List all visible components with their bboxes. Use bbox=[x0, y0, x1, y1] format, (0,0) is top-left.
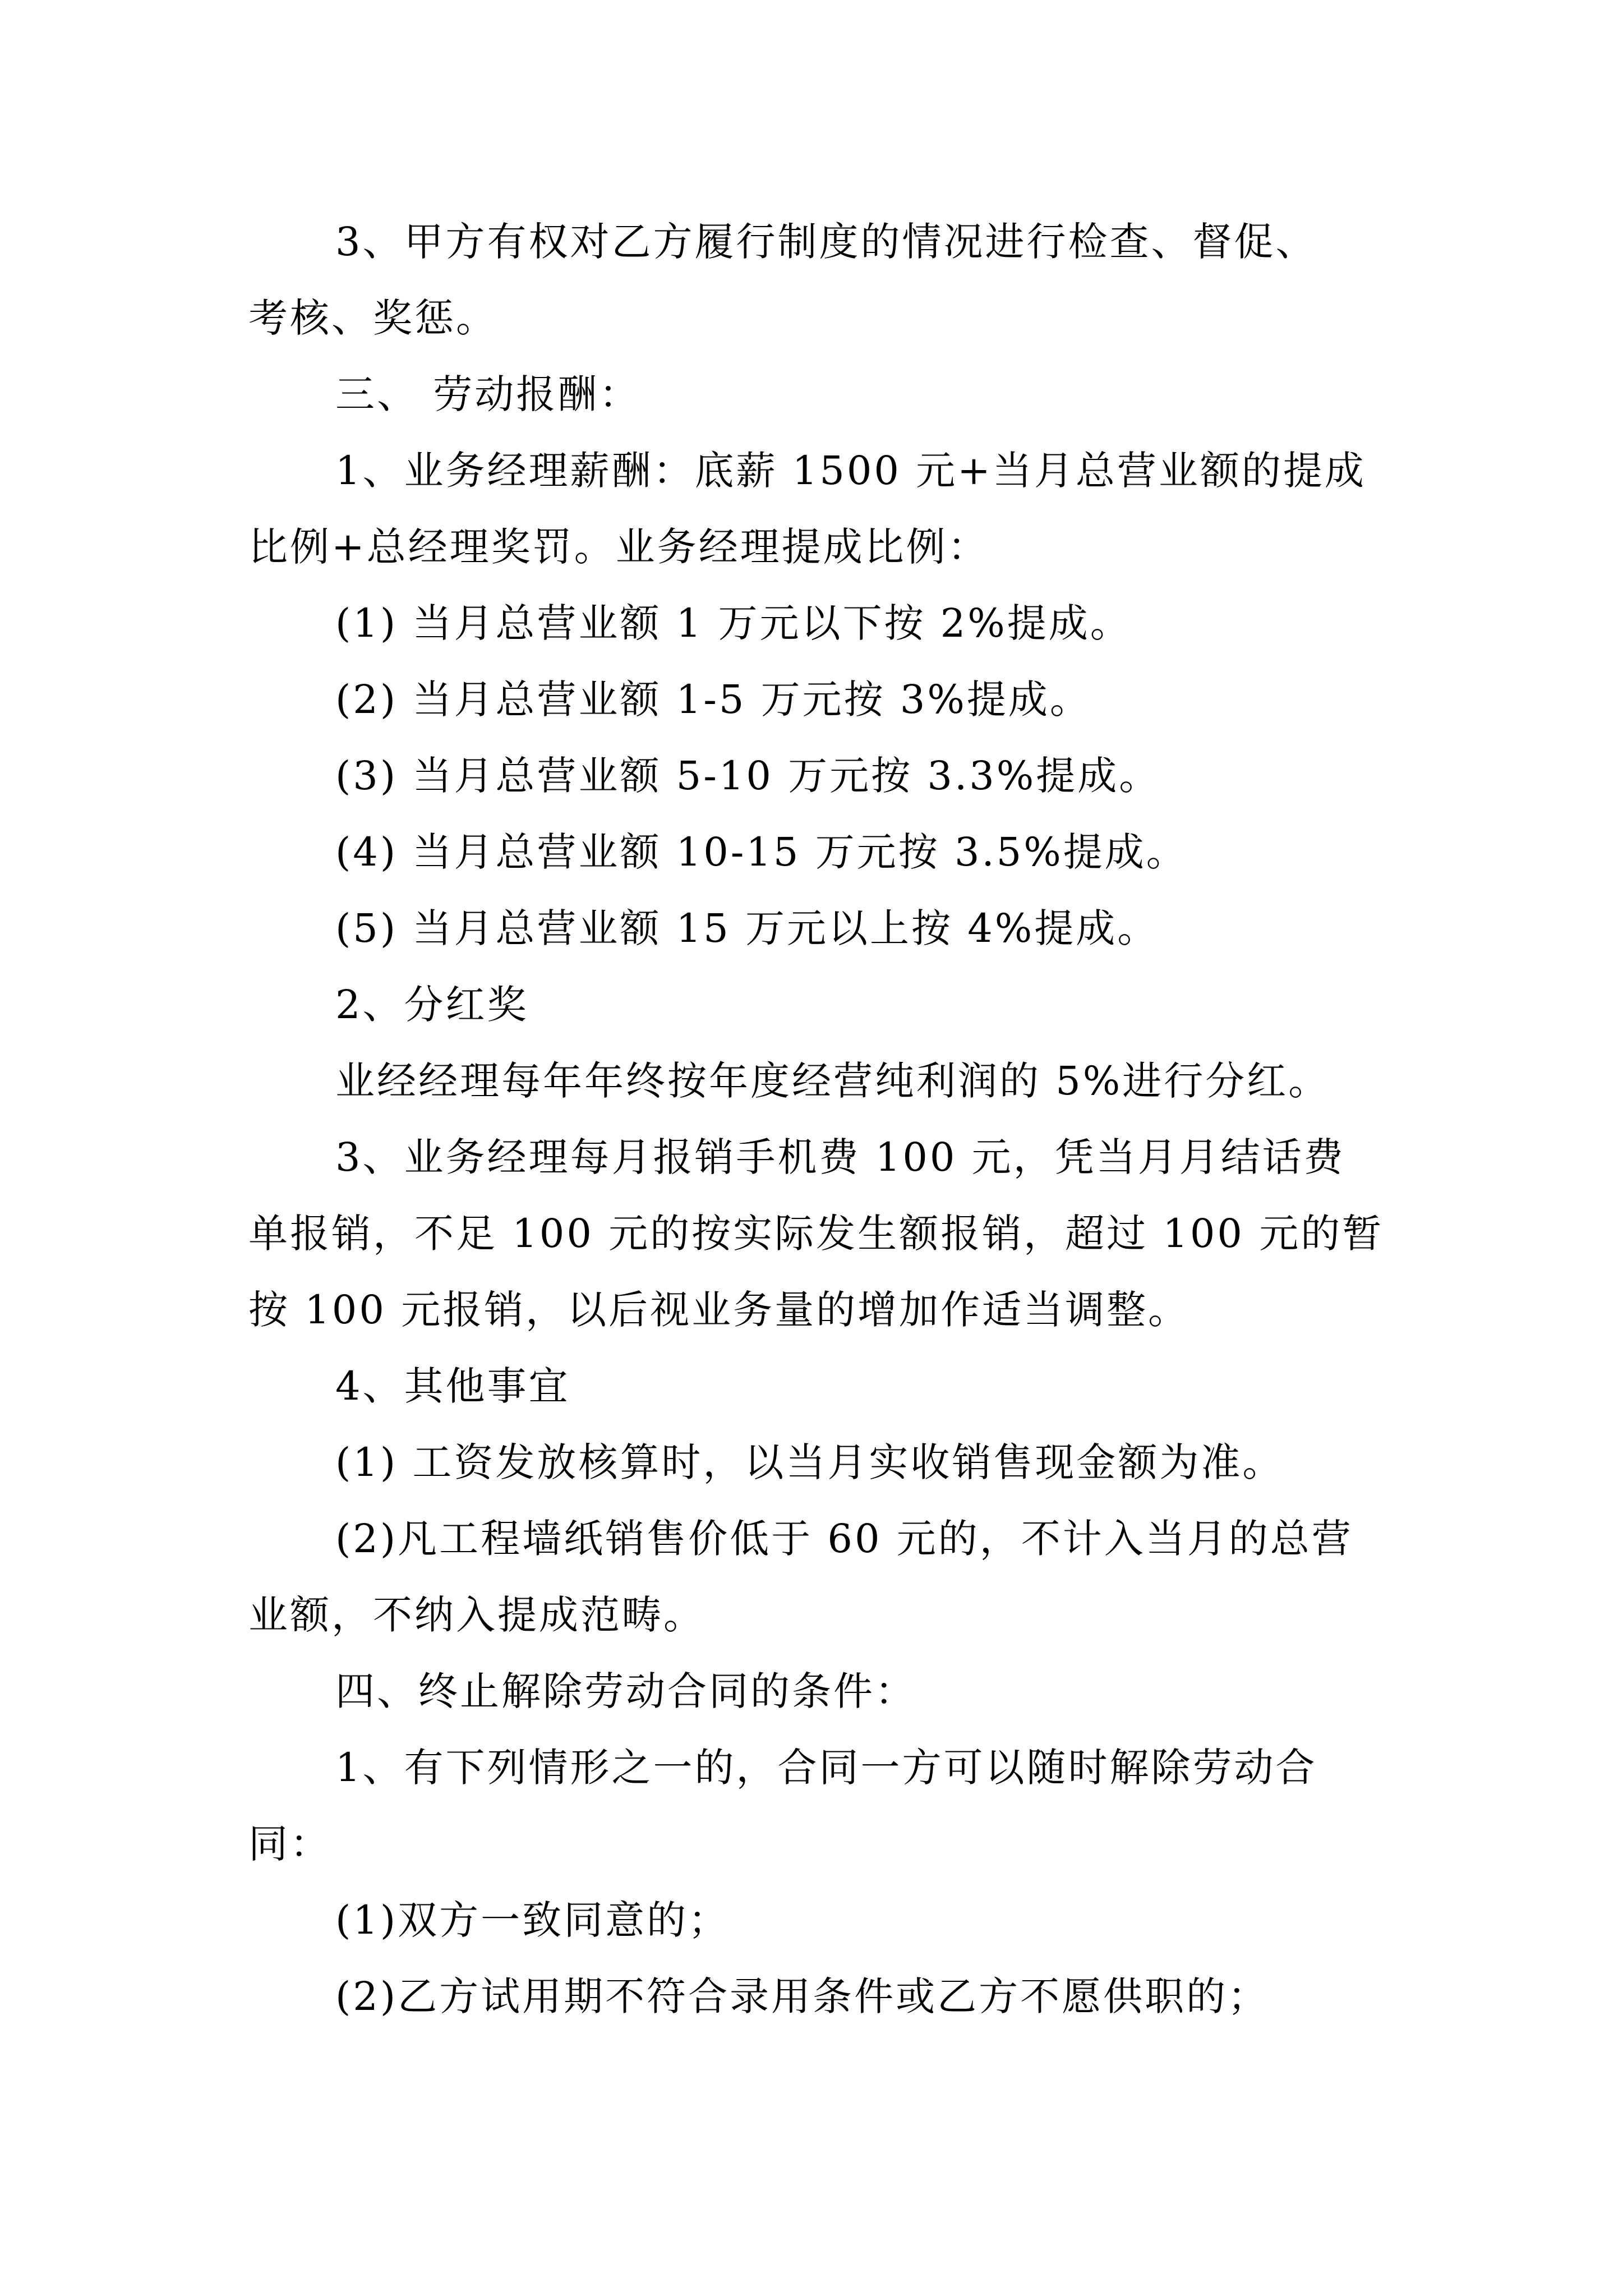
subsection-heading: 2、分红奖 bbox=[335, 982, 529, 1028]
list-item: (5) 当月总营业额 15 万元以上按 4%提成。 bbox=[335, 905, 1159, 951]
list-item: (1) 当月总营业额 1 万元以下按 2%提成。 bbox=[335, 600, 1132, 646]
list-item: (1) 工资发放核算时，以当月实收销售现金额为准。 bbox=[335, 1439, 1284, 1485]
paragraph-line: 1、有下列情形之一的，合同一方可以随时解除劳动合 bbox=[335, 1745, 1317, 1791]
paragraph-line: 3、甲方有权对乙方履行制度的情况进行检查、督促、 bbox=[335, 219, 1317, 265]
paragraph-line: 考核、奖惩。 bbox=[248, 295, 497, 341]
document-body bbox=[248, 204, 1384, 2035]
list-item: (1)双方一致同意的； bbox=[335, 1897, 730, 1943]
paragraph-line: 按 100 元报销，以后视业务量的增加作适当调整。 bbox=[248, 1287, 1190, 1333]
list-item: (2)乙方试用期不符合录用条件或乙方不愿供职的； bbox=[335, 1973, 1270, 2019]
paragraph-line: 1、业务经理薪酬：底薪 1500 元+当月总营业额的提成 bbox=[335, 448, 1366, 494]
paragraph-line: 同： bbox=[248, 1821, 331, 1867]
paragraph-line: 单报销，不足 100 元的按实际发生额报销，超过 100 元的暂 bbox=[248, 1211, 1384, 1257]
list-item: (3) 当月总营业额 5-10 万元按 3.3%提成。 bbox=[335, 753, 1161, 799]
section-heading: 三、 劳动报酬： bbox=[335, 371, 641, 417]
subsection-heading: 4、其他事宜 bbox=[335, 1363, 570, 1409]
list-item: (4) 当月总营业额 10-15 万元按 3.5%提成。 bbox=[335, 829, 1188, 875]
list-item: (2)凡工程墙纸销售价低于 60 元的，不计入当月的总营 bbox=[335, 1516, 1353, 1562]
section-heading: 四、终止解除劳动合同的条件： bbox=[335, 1668, 916, 1714]
list-item: (2) 当月总营业额 1-5 万元按 3%提成。 bbox=[335, 677, 1091, 723]
paragraph-line: 业经经理每年年终按年度经营纯利润的 5%进行分红。 bbox=[335, 1058, 1330, 1104]
paragraph-line: 比例+总经理奖罚。业务经理提成比例： bbox=[248, 524, 989, 570]
paragraph-line: 3、业务经理每月报销手机费 100 元，凭当月月结话费 bbox=[335, 1134, 1345, 1180]
paragraph-line: 业额，不纳入提成范畴。 bbox=[248, 1592, 705, 1638]
